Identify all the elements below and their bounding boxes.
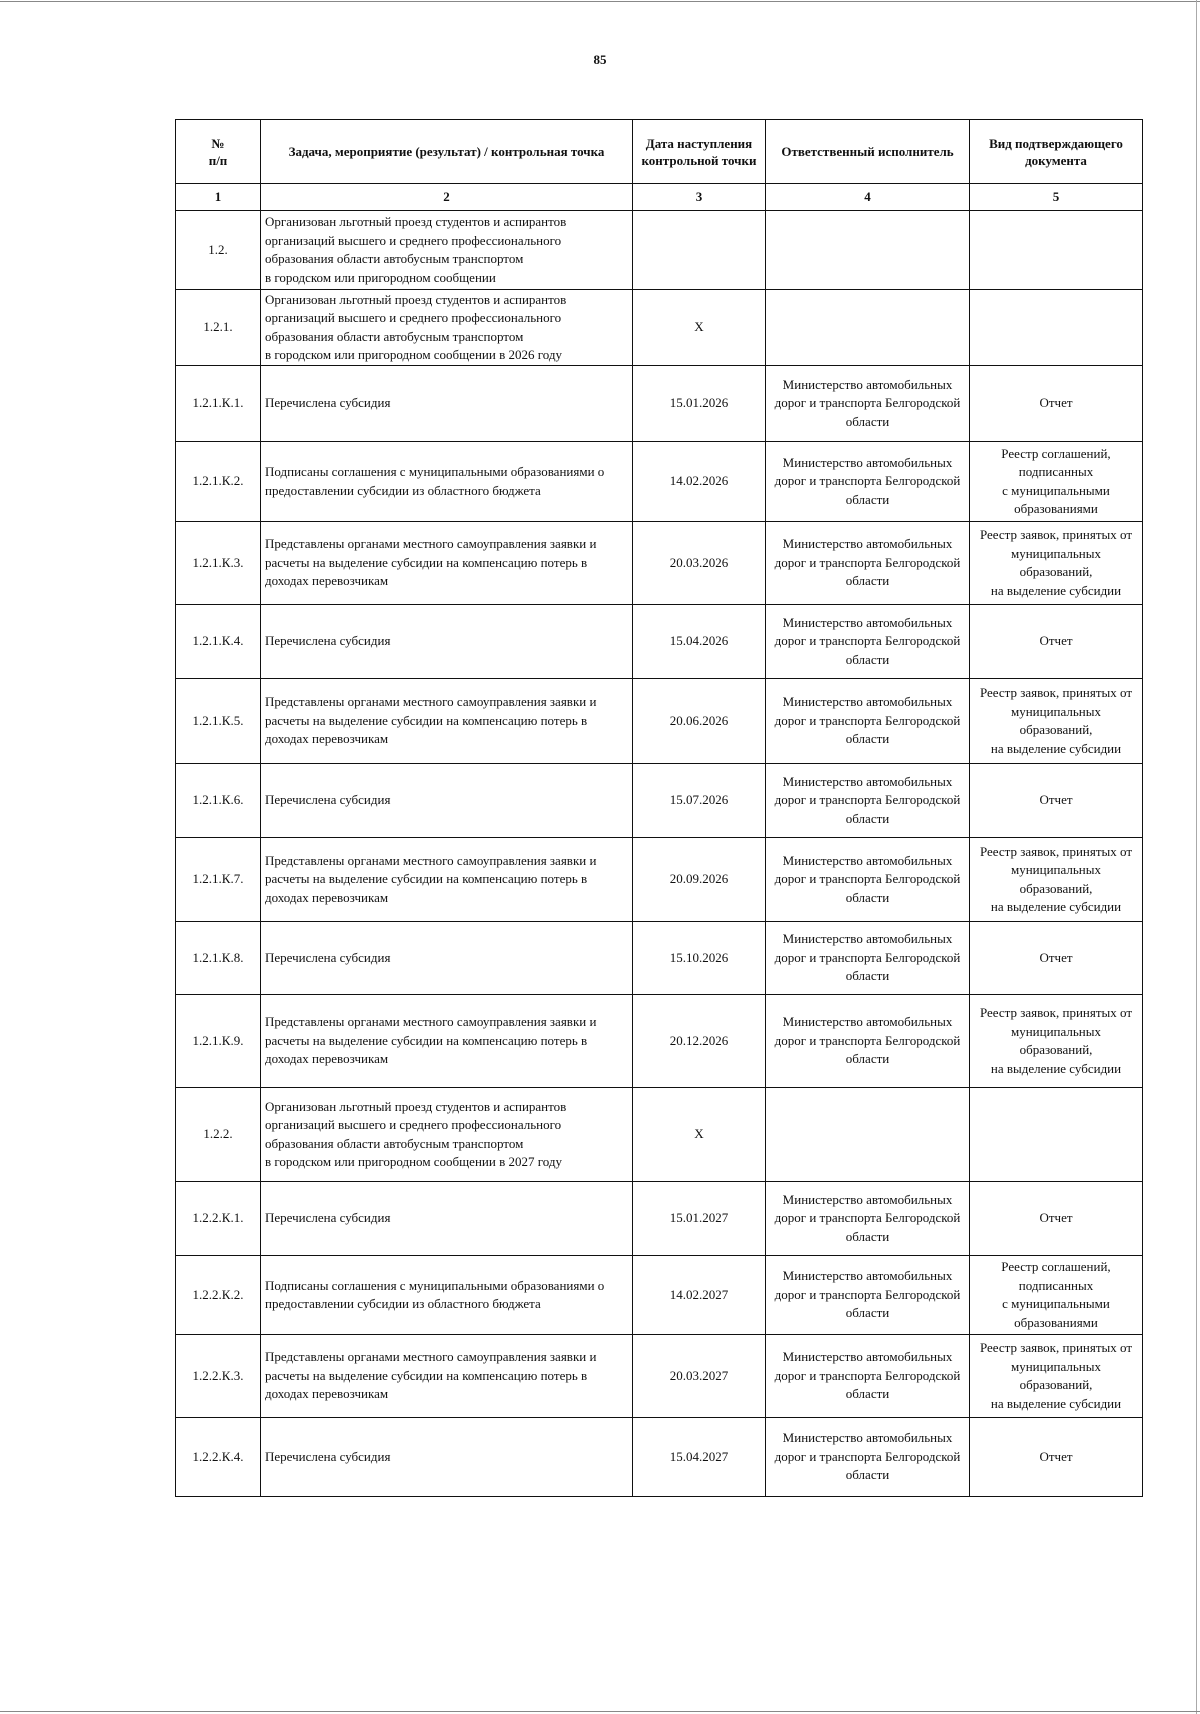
- table-row: [176, 522, 1143, 605]
- row-date: 15.01.2027: [633, 1182, 766, 1256]
- row-executor: [766, 290, 970, 366]
- row-number: 1.2.1.К.2.: [176, 442, 261, 522]
- table-row: [176, 1335, 1143, 1418]
- row-executor: Министерство автомобильных дорог и транспорта Белгородской области: [766, 366, 970, 442]
- header-executor: Ответственный исполнитель: [766, 120, 970, 184]
- row-date: 15.10.2026: [633, 922, 766, 995]
- row-task: Организован льготный проезд студентов и аспирантов организаций высшего и среднего профессионального образования области автобусным транспортом в городском или пригородном сообщении: [261, 211, 633, 290]
- table-row: [176, 442, 1143, 522]
- table-row: [176, 838, 1143, 922]
- row-document: Отчет: [970, 1182, 1143, 1256]
- row-number: 1.2.2.: [176, 1088, 261, 1182]
- table-row: [176, 764, 1143, 838]
- column-numbers-row: [176, 184, 1143, 211]
- row-task: Перечислена субсидия: [261, 764, 633, 838]
- header-num: № п/п: [176, 120, 261, 184]
- row-date: 14.02.2026: [633, 442, 766, 522]
- row-executor: Министерство автомобильных дорог и транспорта Белгородской области: [766, 442, 970, 522]
- row-date: 20.06.2026: [633, 679, 766, 764]
- row-executor: Министерство автомобильных дорог и транспорта Белгородской области: [766, 1256, 970, 1335]
- table-body: [176, 184, 1143, 1497]
- row-number: 1.2.1.: [176, 290, 261, 366]
- row-number: 1.2.2.К.2.: [176, 1256, 261, 1335]
- row-executor: Министерство автомобильных дорог и транспорта Белгородской области: [766, 679, 970, 764]
- row-executor: Министерство автомобильных дорог и транспорта Белгородской области: [766, 1335, 970, 1418]
- row-date: 15.07.2026: [633, 764, 766, 838]
- row-executor: Министерство автомобильных дорог и транспорта Белгородской области: [766, 922, 970, 995]
- row-document: Реестр заявок, принятых от муниципальных образований, на выделение субсидии: [970, 679, 1143, 764]
- header-date: Дата наступления контрольной точки: [633, 120, 766, 184]
- row-number: 1.2.1.К.4.: [176, 605, 261, 679]
- table-row: [176, 995, 1143, 1088]
- table-row: [176, 366, 1143, 442]
- row-document: Отчет: [970, 366, 1143, 442]
- page-number: 85: [593, 52, 607, 67]
- row-executor: Министерство автомобильных дорог и транспорта Белгородской области: [766, 1182, 970, 1256]
- column-number: 5: [970, 184, 1143, 211]
- row-document: Отчет: [970, 764, 1143, 838]
- row-task: Представлены органами местного самоуправления заявки и расчеты на выделение субсидии на компенсацию потерь в доходах перевозчикам: [261, 522, 633, 605]
- table-row: [176, 211, 1143, 290]
- row-executor: Министерство автомобильных дорог и транспорта Белгородской области: [766, 522, 970, 605]
- row-task: Перечислена субсидия: [261, 605, 633, 679]
- table-row: [176, 290, 1143, 366]
- row-date: 20.03.2026: [633, 522, 766, 605]
- row-date: 15.04.2026: [633, 605, 766, 679]
- table-row: [176, 605, 1143, 679]
- row-document: Отчет: [970, 1418, 1143, 1497]
- scan-right-edge: [1196, 0, 1197, 1714]
- row-document: Реестр соглашений, подписанных с муниципальными образованиями: [970, 1256, 1143, 1335]
- column-number: 3: [633, 184, 766, 211]
- row-number: 1.2.2.К.4.: [176, 1418, 261, 1497]
- row-task: Представлены органами местного самоуправления заявки и расчеты на выделение субсидии на компенсацию потерь в доходах перевозчикам: [261, 995, 633, 1088]
- row-date: 14.02.2027: [633, 1256, 766, 1335]
- row-document: Реестр заявок, принятых от муниципальных образований, на выделение субсидии: [970, 522, 1143, 605]
- row-document: Реестр заявок, принятых от муниципальных образований, на выделение субсидии: [970, 995, 1143, 1088]
- scan-bottom-edge: [0, 1711, 1200, 1712]
- row-date: 15.04.2027: [633, 1418, 766, 1497]
- row-number: 1.2.1.К.5.: [176, 679, 261, 764]
- row-executor: Министерство автомобильных дорог и транспорта Белгородской области: [766, 995, 970, 1088]
- row-date: 20.09.2026: [633, 838, 766, 922]
- row-executor: Министерство автомобильных дорог и транспорта Белгородской области: [766, 764, 970, 838]
- row-task: Подписаны соглашения с муниципальными образованиями о предоставлении субсидии из областного бюджета: [261, 442, 633, 522]
- row-task: Организован льготный проезд студентов и аспирантов организаций высшего и среднего профессионального образования области автобусным транспортом в городском или пригородном сообщении в 2027 году: [261, 1088, 633, 1182]
- control-points-table: [175, 119, 1143, 1497]
- row-number: 1.2.1.К.9.: [176, 995, 261, 1088]
- row-document: [970, 1088, 1143, 1182]
- table-row: [176, 1418, 1143, 1497]
- table-row: [176, 1182, 1143, 1256]
- row-number: 1.2.1.К.6.: [176, 764, 261, 838]
- row-date: 20.12.2026: [633, 995, 766, 1088]
- row-date: [633, 211, 766, 290]
- row-document: [970, 290, 1143, 366]
- row-document: Реестр заявок, принятых от муниципальных образований, на выделение субсидии: [970, 1335, 1143, 1418]
- row-document: [970, 211, 1143, 290]
- row-task: Перечислена субсидия: [261, 1418, 633, 1497]
- row-executor: [766, 1088, 970, 1182]
- header-row: [176, 120, 1143, 184]
- row-date: X: [633, 290, 766, 366]
- row-date: 15.01.2026: [633, 366, 766, 442]
- row-task: Представлены органами местного самоуправления заявки и расчеты на выделение субсидии на компенсацию потерь в доходах перевозчикам: [261, 679, 633, 764]
- row-number: 1.2.1.К.8.: [176, 922, 261, 995]
- row-task: Перечислена субсидия: [261, 922, 633, 995]
- row-document: Реестр соглашений, подписанных с муниципальными образованиями: [970, 442, 1143, 522]
- row-executor: Министерство автомобильных дорог и транспорта Белгородской области: [766, 1418, 970, 1497]
- row-task: Подписаны соглашения с муниципальными образованиями о предоставлении субсидии из областного бюджета: [261, 1256, 633, 1335]
- row-date: X: [633, 1088, 766, 1182]
- row-number: 1.2.1.К.1.: [176, 366, 261, 442]
- row-number: 1.2.1.К.7.: [176, 838, 261, 922]
- row-executor: [766, 211, 970, 290]
- row-number: 1.2.2.К.1.: [176, 1182, 261, 1256]
- row-task: Представлены органами местного самоуправления заявки и расчеты на выделение субсидии на компенсацию потерь в доходах перевозчикам: [261, 838, 633, 922]
- table-row: [176, 1256, 1143, 1335]
- row-number: 1.2.2.К.3.: [176, 1335, 261, 1418]
- row-task: Перечислена субсидия: [261, 366, 633, 442]
- column-number: 2: [261, 184, 633, 211]
- row-number: 1.2.: [176, 211, 261, 290]
- row-number: 1.2.1.К.3.: [176, 522, 261, 605]
- row-executor: Министерство автомобильных дорог и транспорта Белгородской области: [766, 605, 970, 679]
- header-task: Задача, мероприятие (результат) / контрольная точка: [261, 120, 633, 184]
- row-document: Отчет: [970, 922, 1143, 995]
- row-date: 20.03.2027: [633, 1335, 766, 1418]
- column-number: 4: [766, 184, 970, 211]
- scan-top-edge: [0, 1, 1200, 2]
- table-row: [176, 679, 1143, 764]
- row-executor: Министерство автомобильных дорог и транспорта Белгородской области: [766, 838, 970, 922]
- row-task: Представлены органами местного самоуправления заявки и расчеты на выделение субсидии на компенсацию потерь в доходах перевозчикам: [261, 1335, 633, 1418]
- row-document: Реестр заявок, принятых от муниципальных образований, на выделение субсидии: [970, 838, 1143, 922]
- column-number: 1: [176, 184, 261, 211]
- table-row: [176, 1088, 1143, 1182]
- row-task: Перечислена субсидия: [261, 1182, 633, 1256]
- row-document: Отчет: [970, 605, 1143, 679]
- table-row: [176, 922, 1143, 995]
- row-task: Организован льготный проезд студентов и аспирантов организаций высшего и среднего профессионального образования области автобусным транспортом в городском или пригородном сообщении в 2026 году: [261, 290, 633, 366]
- header-document: Вид подтверждающего документа: [970, 120, 1143, 184]
